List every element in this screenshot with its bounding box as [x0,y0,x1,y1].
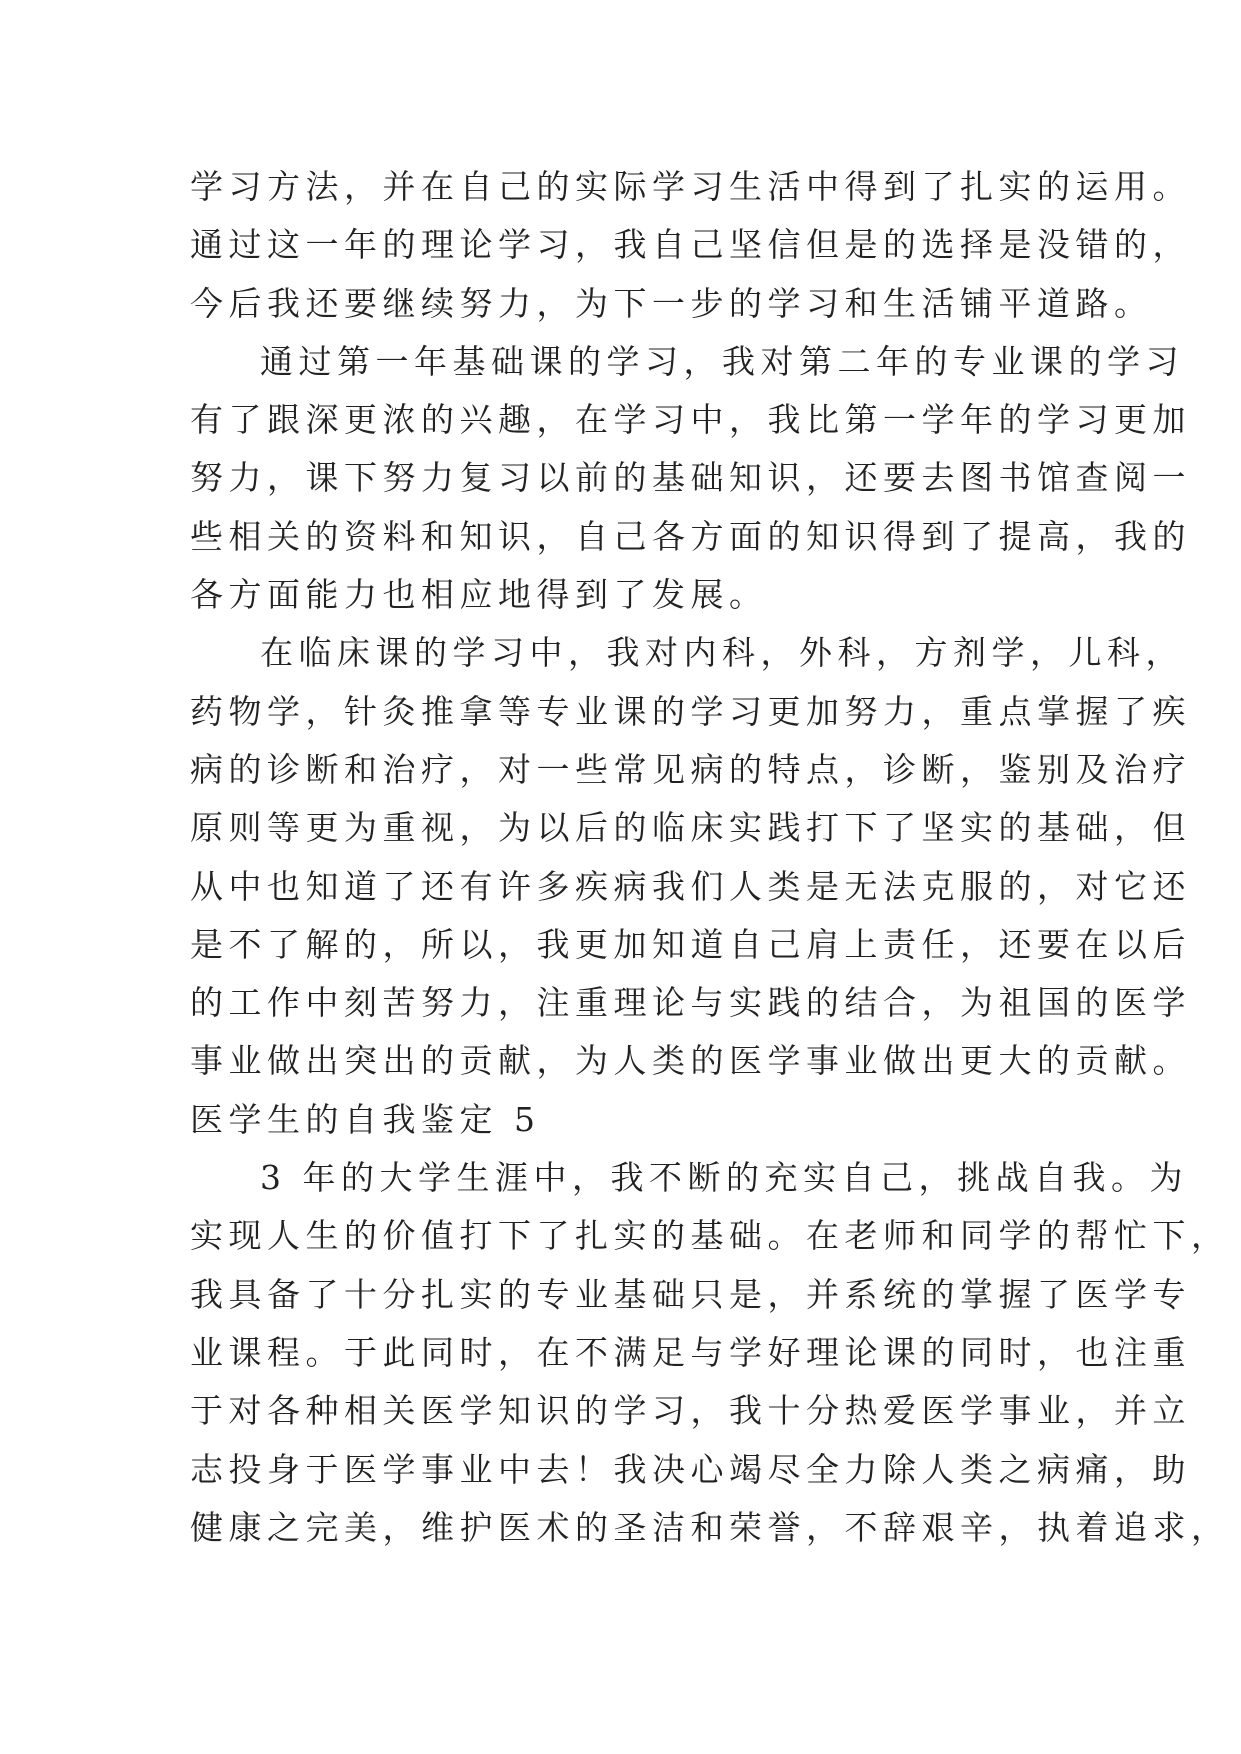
text-line: 努力，课下努力复习以前的基础知识，还要去图书馆查阅一 [190,458,1191,498]
text-line: 事业做出突出的贡献，为人类的医学事业做出更大的贡献。 [190,1041,1191,1081]
text-line: 我具备了十分扎实的专业基础只是，并系统的掌握了医学专 [190,1274,1191,1314]
paragraph-first-line: 通过第一年基础课的学习，我对第二年的专业课的学习 [260,341,1184,381]
text-line: 从中也知道了还有许多疾病我们人类是无法克服的，对它还 [190,866,1191,906]
text-line: 业课程。于此同时，在不满足与学好理论课的同时，也注重 [190,1332,1191,1372]
text-line: 于对各种相关医学知识的学习，我十分热爱医学事业，并立 [190,1391,1191,1431]
text-line: 健康之完美，维护医术的圣洁和荣誉，不辞艰辛，执着追求， [190,1507,1230,1547]
text-line: 学习方法，并在自己的实际学习生活中得到了扎实的运用。 [190,167,1191,206]
text-line: 实现人生的价值打下了扎实的基础。在老师和同学的帮忙下， [190,1216,1230,1256]
paragraph-first-line: 3 年的大学生涯中，我不断的充实自己，挑战自我。为 [260,1158,1188,1198]
paragraph-first-line: 在临床课的学习中，我对内科，外科，方剂学，儿科， [260,633,1184,673]
text-line: 病的诊断和治疗，对一些常见病的特点，诊断，鉴别及治疗 [190,749,1191,789]
text-line: 些相关的资料和知识，自己各方面的知识得到了提高，我的 [190,516,1191,556]
text-line: 有了跟深更浓的兴趣，在学习中，我比第一学年的学习更加 [190,400,1191,440]
text-line: 志投身于医学事业中去！我决心竭尽全力除人类之病痛，助 [190,1449,1191,1489]
text-line: 今后我还要继续努力，为下一步的学习和生活铺平道路。 [190,283,1153,323]
text-line: 的工作中刻苦努力，注重理论与实践的结合，为祖国的医学 [190,983,1191,1023]
text-line: 是不了解的，所以，我更加知道自己肩上责任，还要在以后 [190,924,1191,964]
section-heading: 医学生的自我鉴定 5 [190,1099,541,1139]
text-line: 药物学，针灸推拿等专业课的学习更加努力，重点掌握了疾 [190,691,1191,731]
text-line: 通过这一年的理论学习，我自己坚信但是的选择是没错的， [190,225,1191,265]
text-line: 原则等更为重视，为以后的临床实践打下了坚实的基础，但 [190,808,1191,848]
document-body [190,158,1230,1557]
text-line: 各方面能力也相应地得到了发展。 [190,575,768,615]
